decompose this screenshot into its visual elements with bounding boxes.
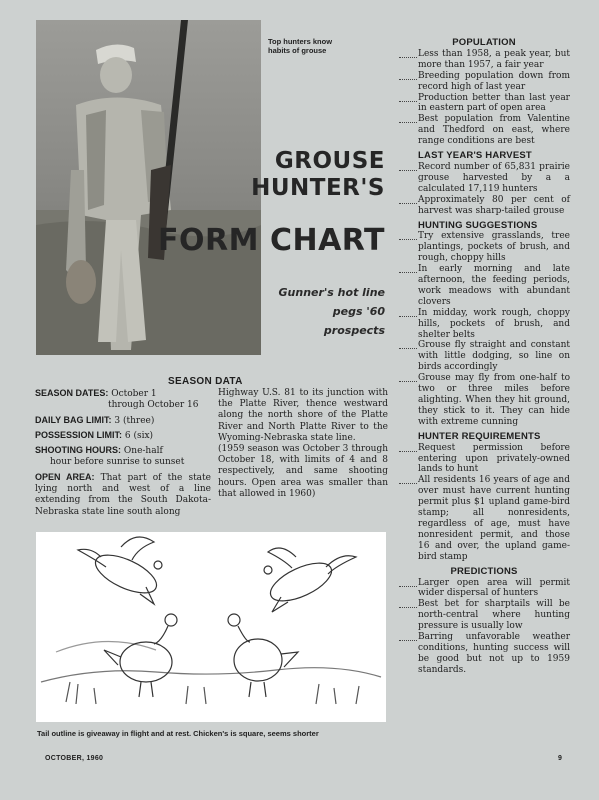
title-line-3: FORM CHART xyxy=(158,223,385,258)
photo-caption-line: habits of grouse xyxy=(268,46,327,55)
predictions-heading: PREDICTIONS xyxy=(450,565,518,577)
season-data-continued xyxy=(218,388,388,500)
photo-caption-line: Top hunters know xyxy=(268,37,333,46)
harvest-heading: LAST YEAR'S HARVEST xyxy=(418,150,532,162)
bag-limit-label: DAILY BAG LIMIT: xyxy=(35,414,112,425)
list-item: In midday, work rough, choppy hills, pockets of brush, and shelter belts xyxy=(398,308,570,341)
open-area-text: That part of the state lying north and west of a line extending from the South Dakota-Nebraska state line south along xyxy=(35,472,211,517)
subhead-line: pegs '60 prospects xyxy=(323,305,385,337)
requirements-heading: HUNTER REQUIREMENTS xyxy=(418,430,541,442)
open-area-continued: Highway U.S. 81 to its junction with the Platte River, thence westward along the north shore of the Platte River and North Platte River to the Wyoming-Nebraska state line. xyxy=(218,388,388,443)
subhead-line: Gunner's hot line xyxy=(278,286,385,299)
season-note: (1959 season was October 3 through October 18, with limits of 4 and 8 respectively, and same shooting hours. Open area was smaller than that allowed in 1960) xyxy=(218,444,388,499)
list-item: Production better than last year in eastern part of open area xyxy=(398,93,570,115)
hunter-photo xyxy=(36,20,261,355)
list-item: Best population from Valentine and Thedford on east, where range conditions are best xyxy=(398,114,570,147)
page-number: 9 xyxy=(558,755,562,762)
possession-limit-label: POSSESSION LIMIT: xyxy=(35,429,123,440)
season-dates-value: October 1 xyxy=(111,389,157,399)
possession-limit-value: 6 (six) xyxy=(124,430,154,441)
list-item: Try extensive grasslands, tree plantings, pockets of brush, and rough, choppy hills xyxy=(398,231,570,264)
season-data-block xyxy=(35,388,211,518)
subhead xyxy=(270,283,385,340)
shooting-hours-value-2: hour before sunrise to sunset xyxy=(50,457,185,468)
list-item: All residents 16 years of age and over must have current hunting permit plus $1 upland game-bird stamp; all nonresidents, regardless of age, must have nonresident permit, and those 16 and over, the upland game-bird stamp xyxy=(398,475,570,562)
title-line-1: GROUSE xyxy=(274,148,385,174)
list-item: Larger open area will permit wider dispersal of hunters xyxy=(398,578,570,600)
list-item: Best bet for sharptails will be north-central where hunting pressure is usually low xyxy=(398,599,570,632)
list-item: Less than 1958, a peak year, but more than 1957, a fair year xyxy=(398,49,570,71)
population-heading: POPULATION xyxy=(452,37,516,48)
bag-limit-value: 3 (three) xyxy=(114,415,155,426)
list-item: Request permission before entering upon privately-owned lands to hunt xyxy=(398,443,570,476)
list-item: Barring unfavorable weather conditions, hunting success will be good but not up to 1959 standards. xyxy=(398,632,570,676)
photo-caption xyxy=(268,37,332,55)
form-chart-column xyxy=(398,34,570,676)
list-item: Grouse may fly from one-half to two or three miles before alighting. When they hit ground, they stick to it. They can hide with extreme cunning xyxy=(398,373,570,428)
list-item: Grouse fly straight and constant with little dodging, so line on birds accordingly xyxy=(398,340,570,373)
list-item: Breeding population down from record high of last year xyxy=(398,71,570,93)
issue-date: OCTOBER, 1960 xyxy=(45,755,104,762)
shooting-hours-value: One-half xyxy=(123,446,163,457)
shooting-hours-label: SHOOTING HOURS: xyxy=(35,445,122,456)
season-dates-label: SEASON DATES: xyxy=(35,388,109,398)
season-dates-value-2: through October 16 xyxy=(108,400,199,411)
title-line-2: HUNTER'S xyxy=(251,175,385,201)
open-area-label: OPEN AREA: xyxy=(35,471,95,482)
season-data-heading: SEASON DATA xyxy=(168,376,243,387)
grouse-illustration xyxy=(36,532,386,722)
illustration-caption: Tail outline is giveaway in flight and at rest. Chicken's is square, seems shorter xyxy=(37,729,319,738)
list-item: Approximately 80 per cent of harvest was sharp-tailed grouse xyxy=(398,195,570,217)
list-item: Record number of 65,831 prairie grouse harvested by a a calculated 17,119 hunters xyxy=(398,162,570,195)
suggestions-heading: HUNTING SUGGESTIONS xyxy=(418,219,538,231)
list-item: In early morning and late afternoon, the feeding periods, work meadows with abundant clovers xyxy=(398,264,570,308)
